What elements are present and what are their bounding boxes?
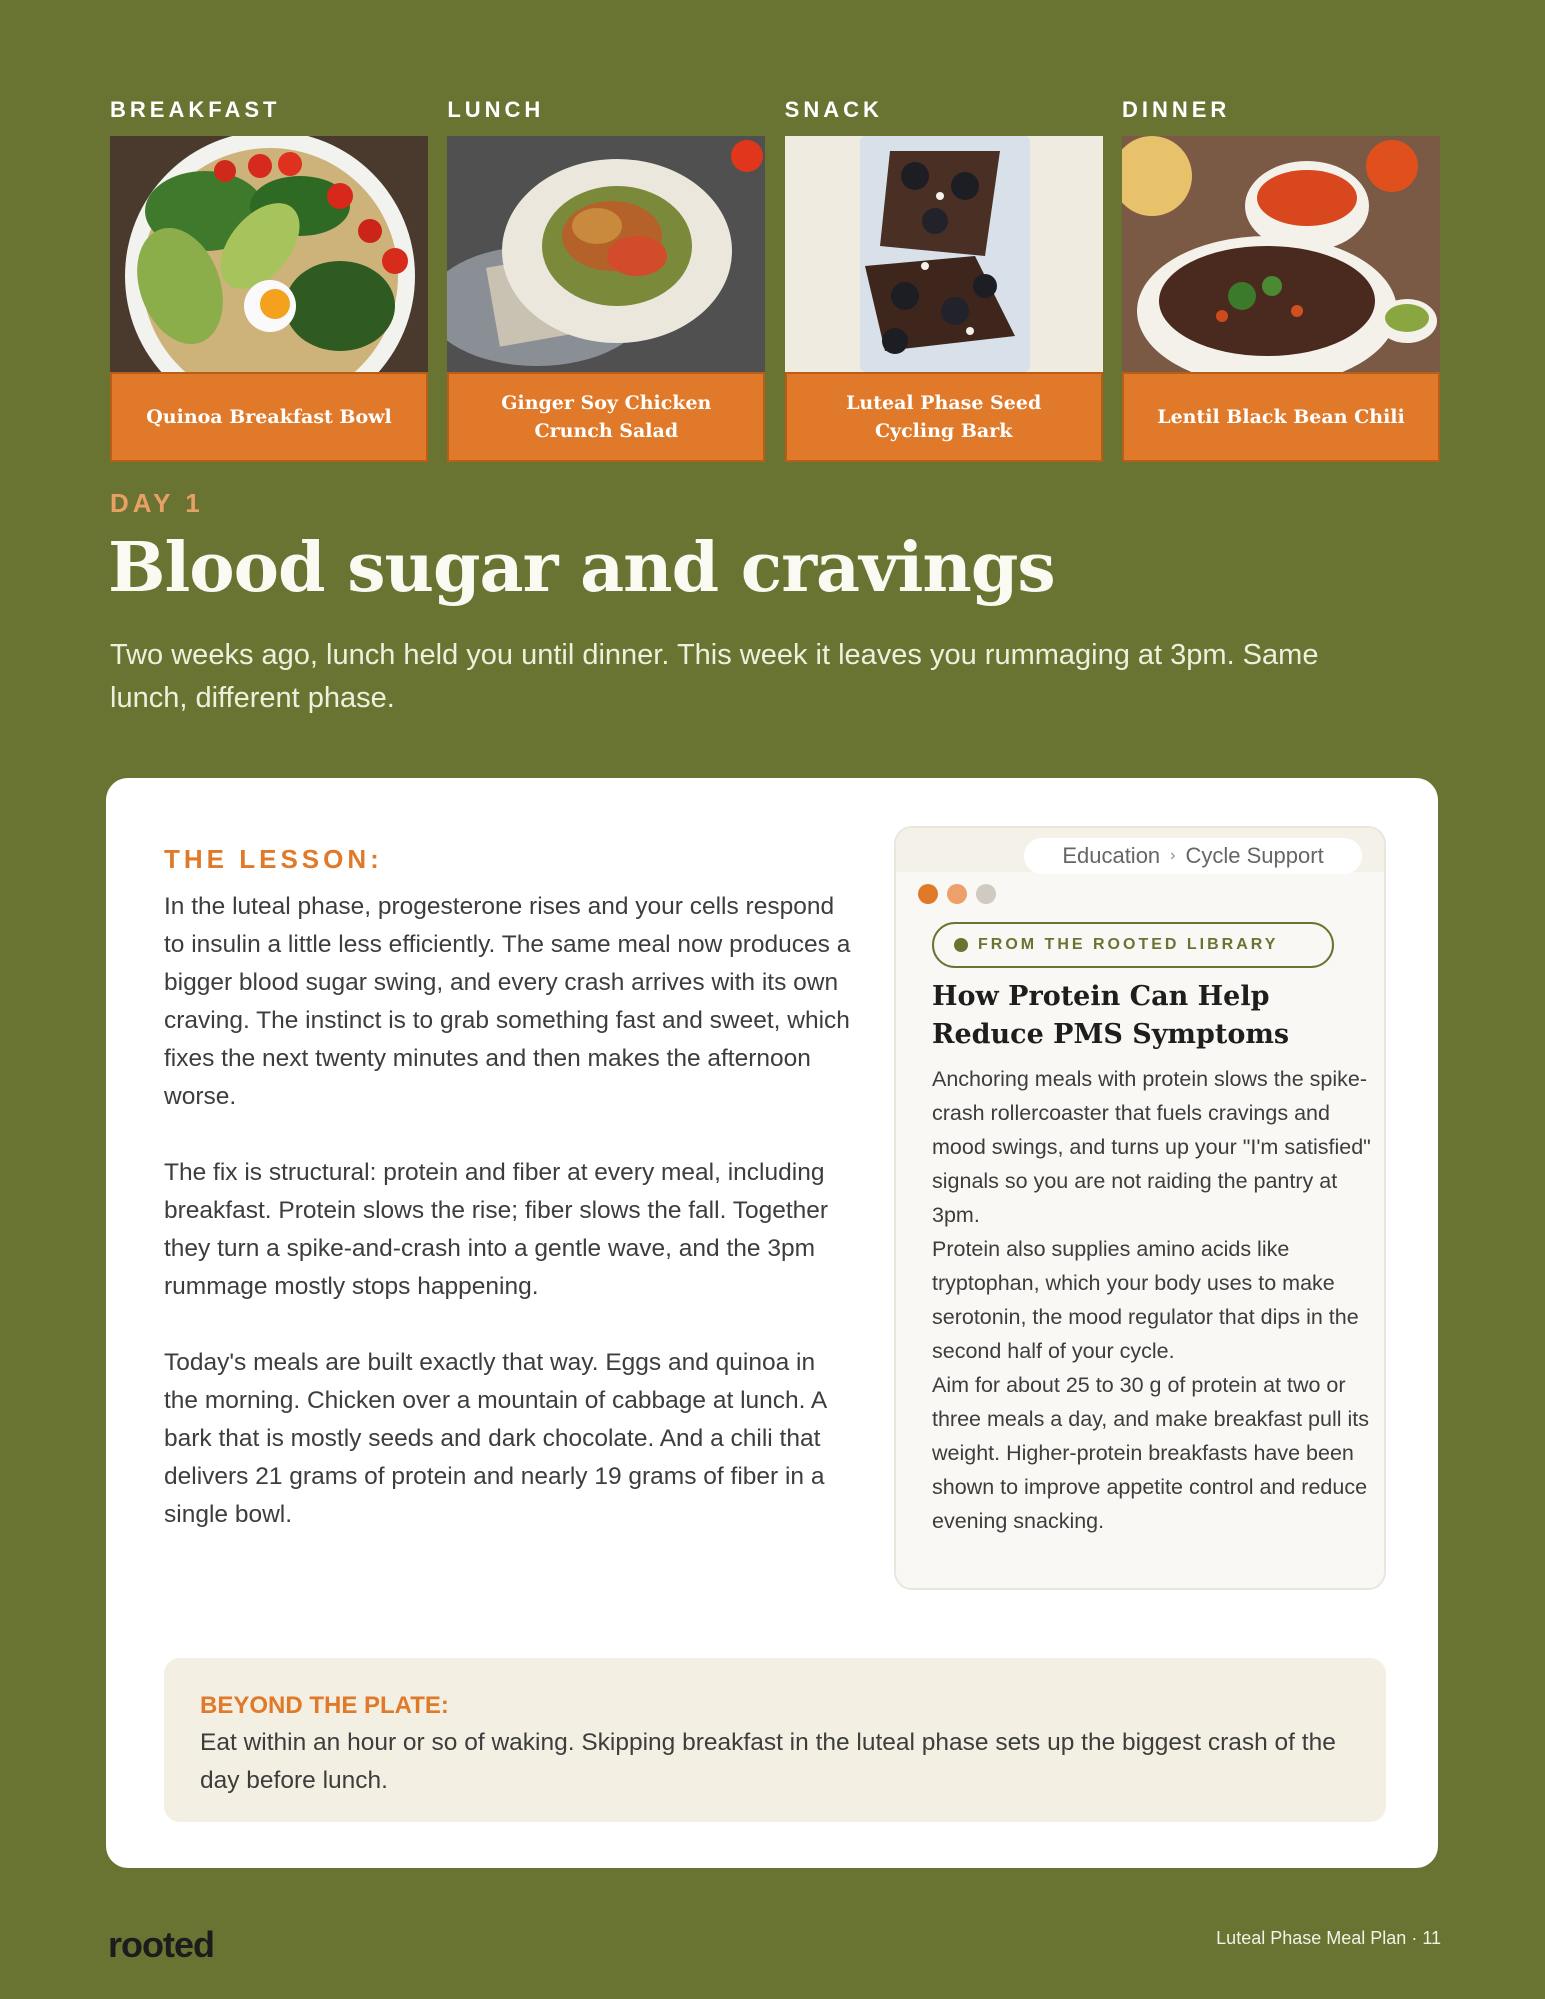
library-badge <box>932 922 1334 968</box>
window-dot <box>947 884 967 904</box>
meal-card-lunch <box>447 96 765 462</box>
window-dots <box>918 884 996 904</box>
lesson-body <box>164 888 854 1572</box>
badge-dot-icon <box>954 938 968 952</box>
breadcrumb <box>1024 838 1362 874</box>
window-dot <box>918 884 938 904</box>
meal-row <box>110 96 1440 462</box>
meal-label: BREAKFAST <box>110 97 281 122</box>
badge-label: FROM THE ROOTED LIBRARY <box>978 936 1279 953</box>
intro-text: Two weeks ago, lunch held you until dinner. This week it leaves you rummaging at 3pm. Same lunch, different phase. <box>110 639 1319 714</box>
meal-label: SNACK <box>784 97 883 122</box>
beyond-body: Eat within an hour or so of waking. Skipping breakfast in the luteal phase sets up the biggest crash of the day before lunch. <box>200 1729 1336 1794</box>
article-paragraph: Protein also supplies amino acids like tryptophan, which your body uses to make serotonin, the mood regulator that dips in the second half of your cycle. <box>932 1237 1359 1363</box>
lesson-paragraph: The fix is structural: protein and fiber at every meal, including breakfast. Protein slows the rise; fiber slows the fall. Together they turn a spike-and-crash into a gentle wave, and the 3pm rummage mostly stops happening. <box>164 1159 829 1300</box>
article-title[interactable]: How Protein Can Help Reduce PMS Symptoms <box>932 981 1290 1050</box>
meal-name: Luteal Phase Seed Cycling Bark <box>785 372 1103 462</box>
library-article-card[interactable] <box>894 826 1386 1590</box>
lesson-card <box>106 778 1438 1868</box>
footer <box>1216 1928 1441 1949</box>
meal-name: Quinoa Breakfast Bowl <box>110 372 428 462</box>
snack-photo <box>785 136 1103 372</box>
window-dot <box>976 884 996 904</box>
breadcrumb-item[interactable]: Education <box>1062 843 1161 868</box>
article-body <box>932 1062 1372 1538</box>
lunch-photo <box>447 136 765 372</box>
meal-label: DINNER <box>1121 97 1231 122</box>
beyond-heading: BEYOND THE PLATE: <box>200 1692 449 1719</box>
meal-card-snack <box>785 96 1103 462</box>
meal-name: Ginger Soy Chicken Crunch Salad <box>447 372 765 462</box>
article-paragraph: Aim for about 25 to 30 g of protein at two or three meals a day, and make breakfast pull its weight. Higher-protein breakfasts have been shown to improve appetite control and reduce evening snacking. <box>932 1373 1369 1533</box>
page-number: 11 <box>1422 1928 1441 1948</box>
meal-name: Lentil Black Bean Chili <box>1122 372 1440 462</box>
lesson-heading: THE LESSON: <box>164 844 383 874</box>
meal-label: LUNCH <box>447 97 545 122</box>
browser-bar <box>896 828 1384 872</box>
brand-logo: rooted <box>108 1924 214 1965</box>
page-title: Blood sugar and cravings <box>108 528 1055 608</box>
lesson-paragraph: In the luteal phase, progesterone rises and your cells respond to insulin a little less efficiently. The same meal now produces a bigger blood sugar swing, and every crash arrives with its own craving. The instinct is to grab something fast and sweet, which fixes the next twenty minutes and then makes the afternoon worse. <box>164 893 851 1110</box>
article-paragraph: Anchoring meals with protein slows the spike-crash rollercoaster that fuels cravings and mood swings, and turns up your "I'm satisfied" signals so you are not raiding the pantry at 3pm. <box>932 1067 1371 1227</box>
breadcrumb-item[interactable]: Cycle Support <box>1185 843 1324 868</box>
footer-separator: · <box>1411 1928 1423 1948</box>
meal-card-dinner <box>1122 96 1440 462</box>
lesson-paragraph: Today's meals are built exactly that way. Eggs and quinoa in the morning. Chicken over a mountain of cabbage at lunch. A bark that is mostly seeds and dark chocolate. And a chili that delivers 21 grams of protein and nearly 19 grams of fiber in a single bowl. <box>164 1349 826 1528</box>
breakfast-photo <box>110 136 428 372</box>
dinner-photo <box>1122 136 1440 372</box>
beyond-the-plate-box <box>164 1658 1386 1822</box>
day-label: DAY 1 <box>110 488 204 518</box>
footer-title: Luteal Phase Meal Plan <box>1216 1928 1407 1948</box>
chevron-right-icon: › <box>1170 847 1176 864</box>
meal-card-breakfast <box>110 96 428 462</box>
